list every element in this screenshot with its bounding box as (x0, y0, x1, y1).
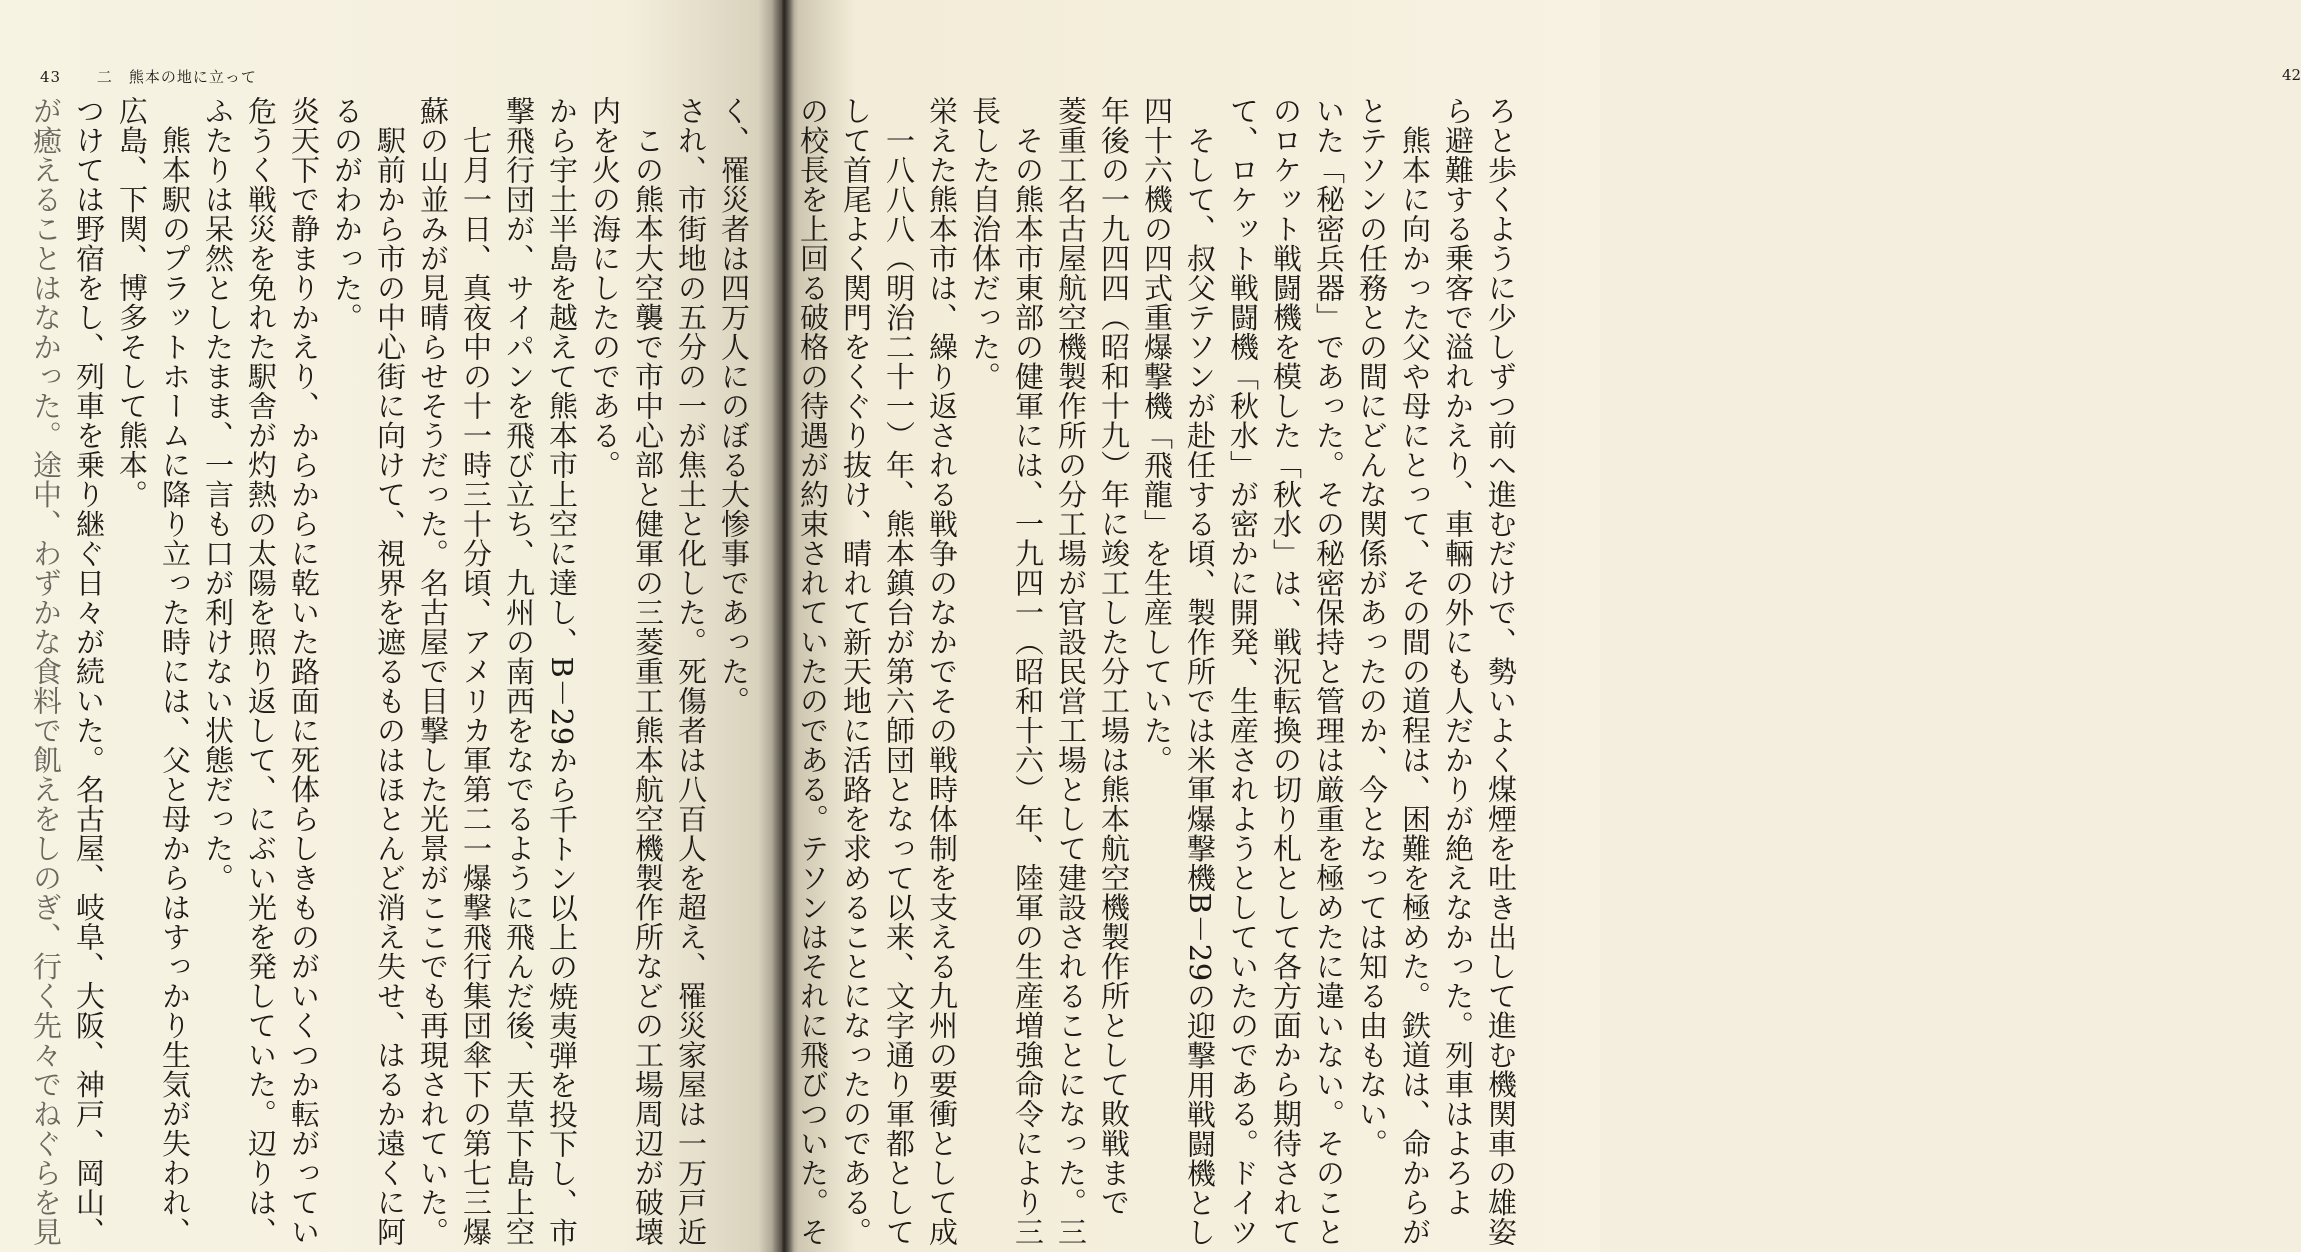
text-line: から宇土半島を越えて熊本市上空に達し、B－29から千トン以上の焼夷弾を投下し、市 (545, 96, 579, 1248)
text-line: ふたりは呆然としたまま、一言も口が利けない状態だった。 (201, 96, 235, 893)
text-line: 熊本に向かった父や母にとって、その間の道程は、困難を極めた。鉄道は、命からが (1398, 96, 1432, 1247)
text-line: て、ロケット戦闘機「秋水」が密かに開発、生産されようとしていたのである。ドイツ (1226, 96, 1260, 1247)
text-line: 一八八八（明治二十一）年、熊本鎮台が第六師団となって以来、文字通り軍都として (882, 96, 916, 1247)
text-line: 年後の一九四四（昭和十九）年に竣工した分工場は熊本航空機製作所として敗戦まで (1097, 96, 1131, 1217)
left-body-text (29, 96, 755, 1248)
left-running-header (40, 66, 257, 87)
text-line: ら避難する乗客で溢れかえり、車輛の外にも人だかりが絶えなかった。列車はよろよ (1441, 96, 1475, 1217)
right-page-number: 42 (2282, 66, 2301, 84)
text-line: 長した自治体だった。 (968, 96, 1002, 391)
text-line: そして、叔父テソンが赴任する頃、製作所では米軍爆撃機B－29の迎撃用戦闘機とし (1183, 96, 1217, 1248)
text-line: この熊本大空襲で市中心部と健軍の三菱重工熊本航空機製作所などの工場周辺が破壊 (631, 96, 665, 1247)
left-page-number: 43 (40, 68, 62, 86)
text-line: の校長を上回る破格の待遇が約束されていたのである。テソンはそれに飛びついた。そ (796, 96, 830, 1247)
text-line: 内を火の海にしたのである。 (588, 96, 622, 480)
left-page (0, 0, 782, 1252)
text-line: いた「秘密兵器」であった。その秘密保持と管理は厳重を極めたに違いない。そのこと (1312, 96, 1346, 1247)
text-line: とテソンの任務との間にどんな関係があったのか、今となっては知る由もない。 (1355, 96, 1389, 1158)
text-line: 菱重工名古屋航空機製作所の分工場が官設民営工場として建設されることになった。三 (1054, 96, 1088, 1247)
text-line: るのがわかった。 (330, 96, 364, 332)
text-line: 栄えた熊本市は、繰り返される戦争のなかでその戦時体制を支える九州の要衝として成 (925, 96, 959, 1247)
text-line: 蘇の山並みが見晴らせそうだった。名古屋で目撃した光景がここでも再現されていた。 (416, 96, 450, 1247)
text-line: その熊本市東部の健軍には、一九四一（昭和十六）年、陸軍の生産増強命令により三 (1011, 96, 1045, 1247)
left-running-head-title: 二 熊本の地に立って (96, 68, 257, 86)
text-line: く、罹災者は四万人にのぼる大惨事であった。 (717, 96, 751, 716)
text-line: 七月一日、真夜中の十一時三十分頃、アメリカ軍第二一爆撃飛行集団傘下の第七三爆 (459, 96, 493, 1247)
text-line: 危うく戦災を免れた駅舎が灼熱の太陽を照り返して、にぶい光を発していた。辺りは、 (244, 96, 278, 1247)
text-line: のロケット戦闘機を模した「秋水」は、戦況転換の切り札として各方面から期待されて (1269, 96, 1303, 1247)
text-line: 広島、下関、博多そして熊本。 (115, 96, 149, 509)
text-line: して首尾よく関門をくぐり抜け、晴れて新天地に活路を求めることになったのである。 (839, 96, 873, 1247)
text-line: 撃飛行団が、サイパンを飛び立ち、九州の南西をなでるように飛んだ後、天草下島上空 (502, 96, 536, 1247)
right-body-text (796, 96, 1522, 1248)
text-line: 駅前から市の中心街に向けて、視界を遮るものはほとんど消え失せ、はるか遠くに阿 (373, 96, 407, 1247)
text-line: され、市街地の五分の一が焦土と化した。死傷者は八百人を超え、罹災家屋は一万戸近 (674, 96, 708, 1247)
text-line: つけては野宿をし、列車を乗り継ぐ日々が続いた。名古屋、岐阜、大阪、神戸、岡山、 (72, 96, 106, 1247)
text-line: が癒えることはなかった。途中、わずかな食料で飢えをしのぎ、行く先々でねぐらを見 (29, 96, 63, 1247)
text-line: 四十六機の四式重爆撃機「飛龍」を生産していた。 (1140, 96, 1174, 775)
text-line: ろと歩くように少しずつ前へ進むだけで、勢いよく煤煙を吐き出して進む機関車の雄姿 (1484, 96, 1518, 1247)
text-line: 炎天下で静まりかえり、からからに乾いた路面に死体らしきものがいくつか転がってい (287, 96, 321, 1247)
text-line: 熊本駅のプラットホームに降り立った時には、父と母からはすっかり生気が失われ、 (158, 96, 192, 1247)
